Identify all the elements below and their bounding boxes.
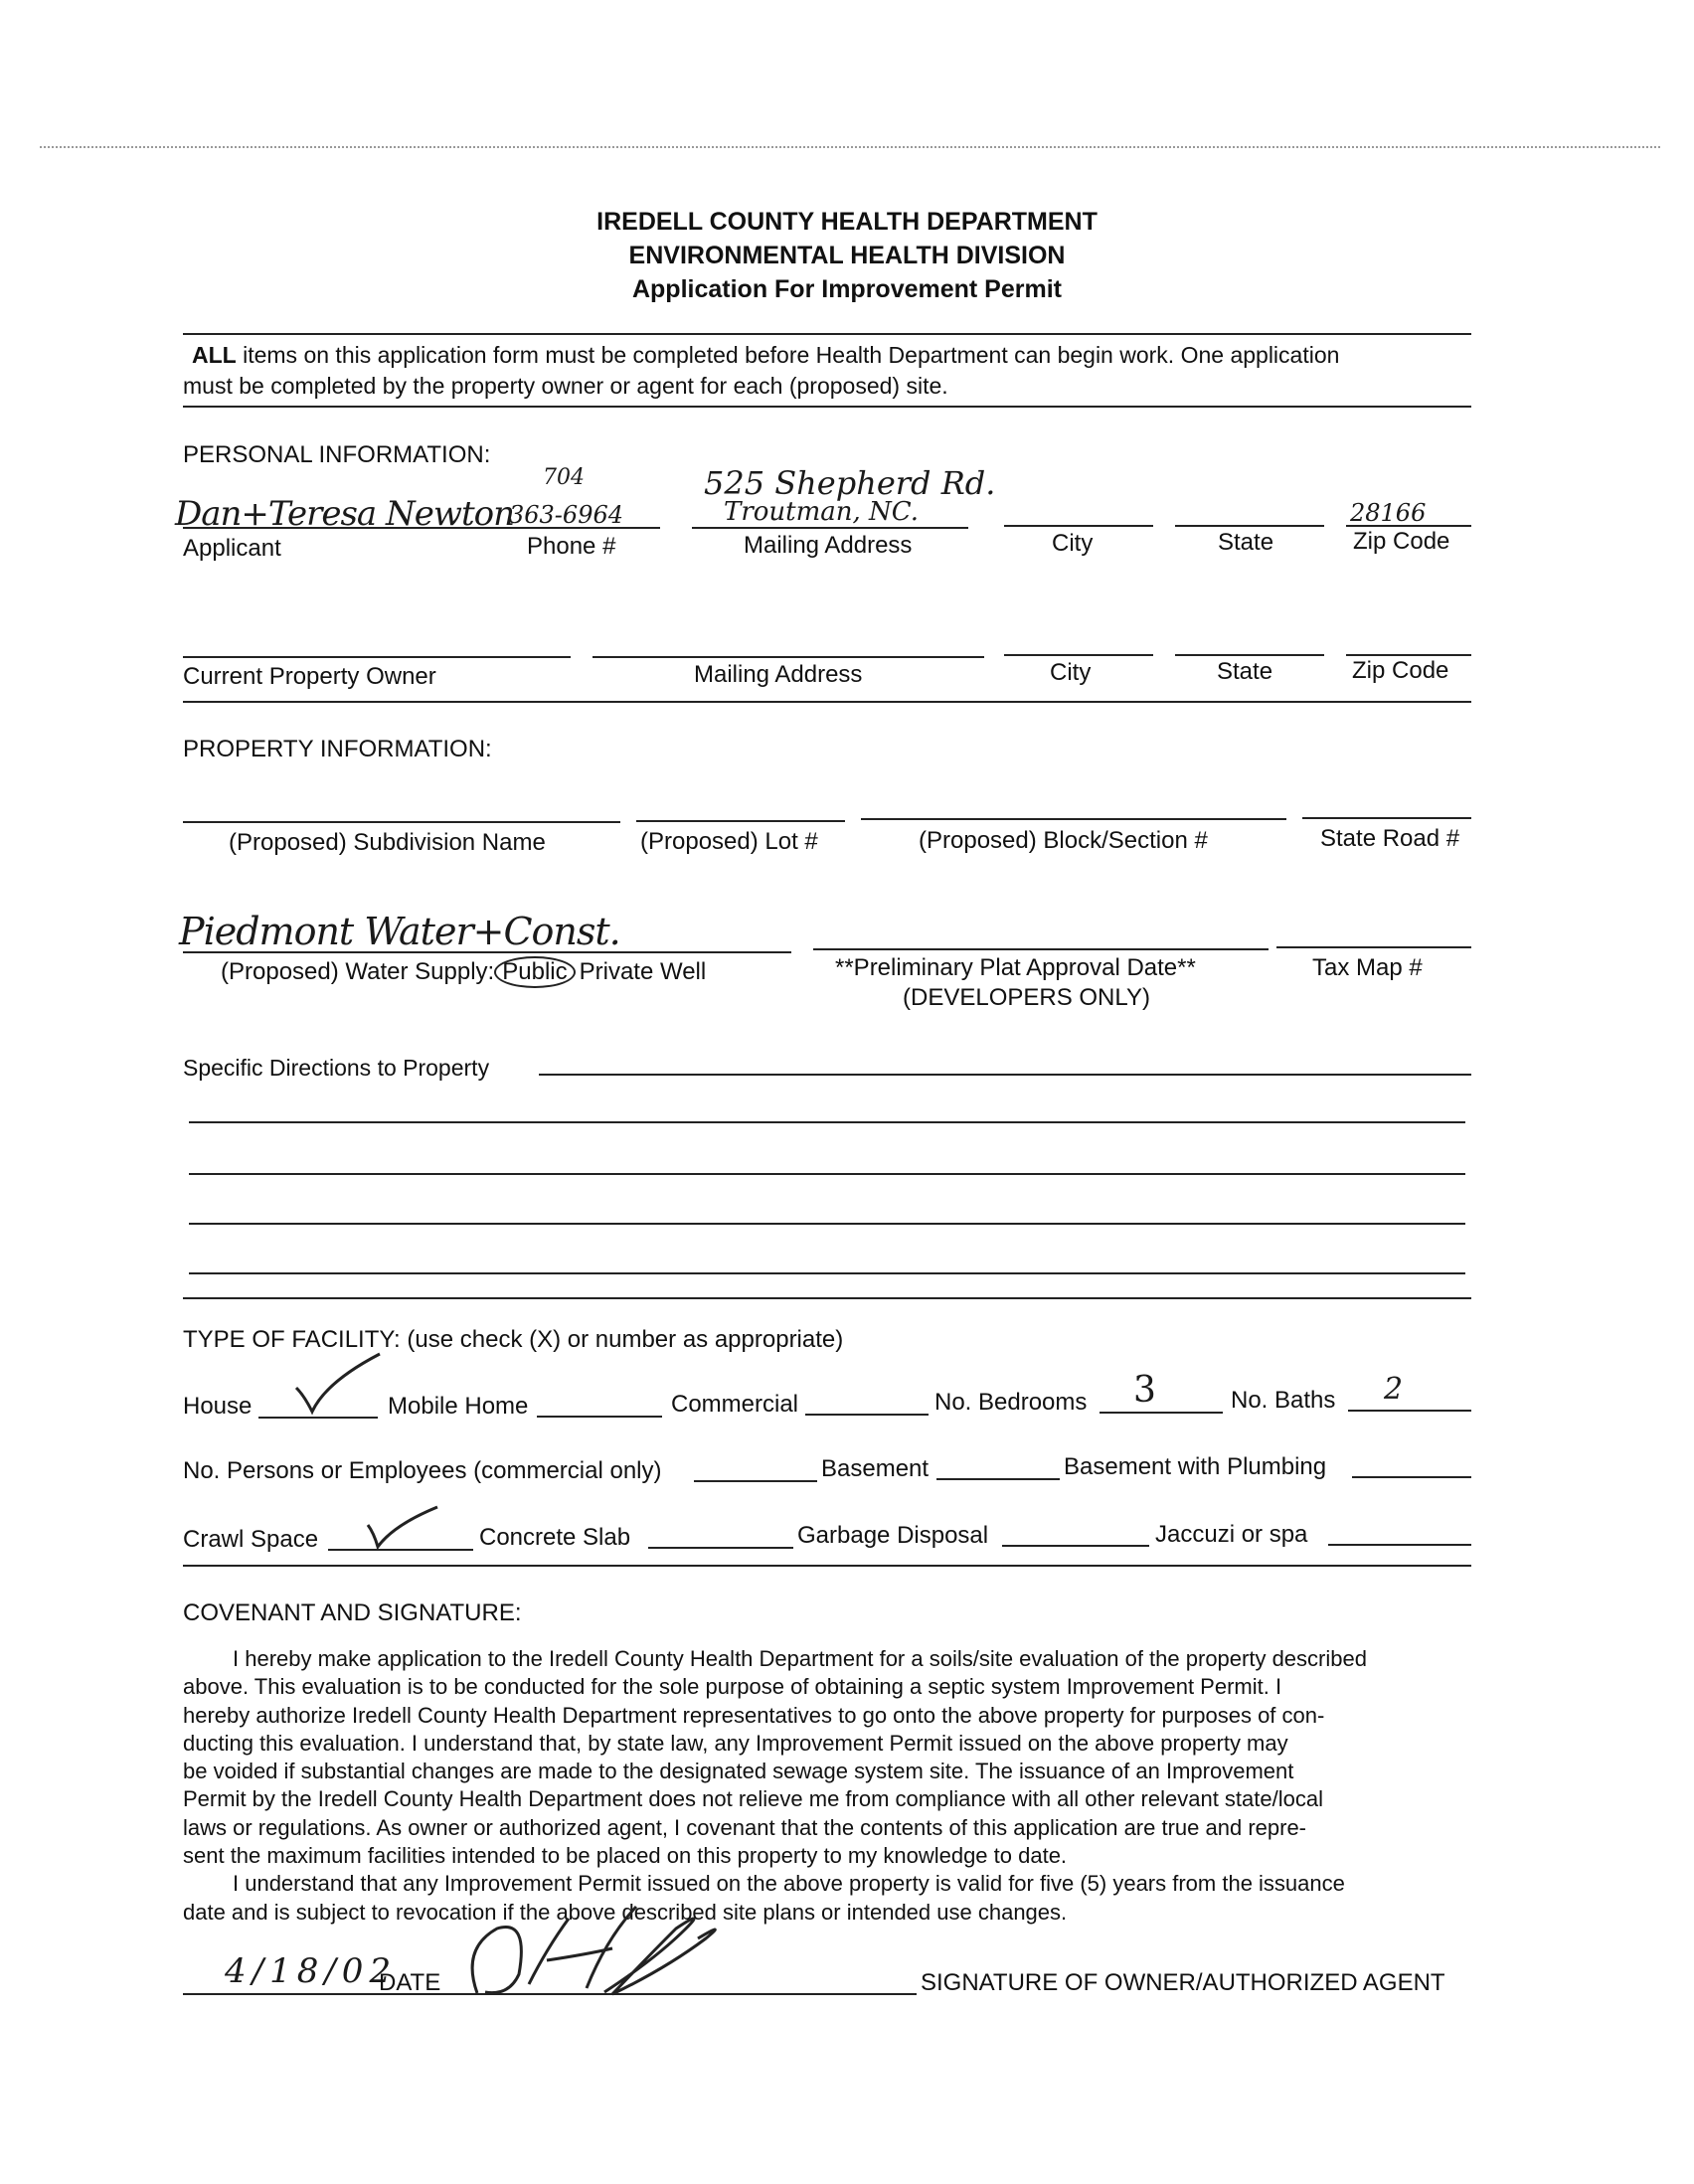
lot-line[interactable] xyxy=(636,820,845,822)
owner-city-line[interactable] xyxy=(1004,654,1153,656)
applicant-label: Applicant xyxy=(183,535,281,562)
owner-mailing-line[interactable] xyxy=(593,656,984,658)
persons-line[interactable] xyxy=(694,1480,817,1482)
mailing-address-line[interactable] xyxy=(692,527,968,529)
phone-label: Phone # xyxy=(527,533,616,560)
owner-zip-line[interactable] xyxy=(1346,654,1471,656)
handwritten-applicant-name: Dan+Teresa Newton xyxy=(175,494,514,534)
state-label: State xyxy=(1218,529,1274,556)
plat-approval-label: **Preliminary Plat Approval Date** xyxy=(835,954,1196,981)
road-label: State Road # xyxy=(1320,825,1460,852)
header-division: ENVIRONMENTAL HEALTH DIVISION xyxy=(628,242,1066,269)
zip-label: Zip Code xyxy=(1353,528,1450,555)
facility-heading: TYPE OF FACILITY: (use check (X) or number as appropriate) xyxy=(183,1326,844,1353)
handwritten-bedrooms: 3 xyxy=(1133,1370,1156,1411)
signature-label: SIGNATURE OF OWNER/AUTHORIZED AGENT xyxy=(921,1969,1445,1996)
public-option-circled[interactable]: Public xyxy=(494,956,575,988)
house-label: House xyxy=(183,1393,253,1420)
tax-map-label: Tax Map # xyxy=(1312,954,1423,981)
basement-plumbing-label: Basement with Plumbing xyxy=(1064,1453,1327,1480)
concrete-slab-label: Concrete Slab xyxy=(479,1524,631,1551)
block-line[interactable] xyxy=(861,818,1286,820)
handwritten-area-code: 704 xyxy=(543,465,585,490)
subdivision-line[interactable] xyxy=(183,821,620,823)
directions-label: Specific Directions to Property xyxy=(183,1055,490,1081)
signature-scribble xyxy=(437,1889,756,2008)
owner-label: Current Property Owner xyxy=(183,663,436,690)
baths-line[interactable] xyxy=(1348,1410,1471,1412)
crawl-space-label: Crawl Space xyxy=(183,1526,319,1553)
handwritten-date: 4/18/02 xyxy=(225,1951,398,1991)
scan-artifact-dotted-line xyxy=(40,146,1660,148)
covenant-heading: COVENANT AND SIGNATURE: xyxy=(183,1599,522,1626)
handwritten-zip: 28166 xyxy=(1350,499,1427,527)
directions-line-1[interactable] xyxy=(539,1074,1471,1076)
house-checkmark-icon xyxy=(290,1348,390,1418)
crawl-space-checkmark-icon xyxy=(364,1503,443,1553)
bedrooms-line[interactable] xyxy=(1100,1412,1223,1414)
road-line[interactable] xyxy=(1302,817,1471,819)
baths-label: No. Baths xyxy=(1231,1387,1336,1414)
directions-line-2[interactable] xyxy=(189,1121,1465,1123)
jacuzzi-label: Jaccuzi or spa xyxy=(1155,1521,1308,1548)
divider xyxy=(183,406,1471,408)
handwritten-water-supply: Piedmont Water+Const. xyxy=(179,910,620,953)
state-line[interactable] xyxy=(1175,525,1324,527)
handwritten-address-line1: 525 Shepherd Rd. xyxy=(704,464,996,502)
divider xyxy=(183,701,1471,703)
water-supply-label: (Proposed) Water Supply: Public Private Well xyxy=(221,960,706,988)
city-label: City xyxy=(1052,530,1094,557)
block-label: (Proposed) Block/Section # xyxy=(919,827,1208,854)
owner-city-label: City xyxy=(1050,659,1092,686)
directions-line-5[interactable] xyxy=(189,1272,1465,1274)
lot-label: (Proposed) Lot # xyxy=(640,828,818,855)
city-line[interactable] xyxy=(1004,525,1153,527)
directions-line-3[interactable] xyxy=(189,1173,1465,1175)
header-subtitle: Application For Improvement Permit xyxy=(631,275,1062,303)
handwritten-address-line2: Troutman, NC. xyxy=(724,497,920,527)
bedrooms-label: No. Bedrooms xyxy=(934,1389,1088,1416)
garbage-disposal-line[interactable] xyxy=(1002,1545,1149,1547)
water-supply-line[interactable] xyxy=(183,951,791,953)
commercial-label: Commercial xyxy=(671,1391,799,1418)
owner-line[interactable] xyxy=(183,656,571,658)
commercial-line[interactable] xyxy=(805,1414,929,1416)
concrete-slab-line[interactable] xyxy=(648,1547,793,1549)
date-label: DATE xyxy=(379,1969,441,1996)
owner-state-line[interactable] xyxy=(1175,654,1324,656)
plat-approval-sub: (DEVELOPERS ONLY) xyxy=(903,984,1150,1011)
zip-line[interactable] xyxy=(1346,525,1471,527)
divider xyxy=(183,333,1471,335)
basement-line[interactable] xyxy=(936,1478,1060,1480)
basement-plumbing-line[interactable] xyxy=(1352,1476,1471,1478)
handwritten-baths: 2 xyxy=(1384,1372,1404,1407)
basement-label: Basement xyxy=(821,1455,930,1482)
subdivision-label: (Proposed) Subdivision Name xyxy=(229,829,546,856)
owner-zip-label: Zip Code xyxy=(1352,657,1449,684)
persons-label: No. Persons or Employees (commercial only) xyxy=(183,1457,662,1484)
plat-date-line[interactable] xyxy=(813,948,1269,950)
mobile-home-line[interactable] xyxy=(537,1416,662,1418)
jacuzzi-line[interactable] xyxy=(1328,1544,1471,1546)
section-heading-property: PROPERTY INFORMATION: xyxy=(183,736,492,762)
mobile-home-label: Mobile Home xyxy=(388,1393,529,1420)
tax-map-line[interactable] xyxy=(1276,946,1471,948)
divider xyxy=(183,1297,1471,1299)
directions-line-4[interactable] xyxy=(189,1223,1465,1225)
covenant-text: I hereby make application to the Iredell County Health Department for a soils/site evaluation of the property described above. This evaluation is to be conducted for the sole purpose of obtaining a septic system Improvement Permit. I hereby authorize Iredell County Health Department representatives to go onto the above property for purposes of con- ducting this evaluation. I understand that, by state law, any Improvement Permit issued on the above property may be voided if substantial changes are made to the designated sewage system site. The issuance of an Improvement Permit by the Iredell County Health Department does not relieve me from compliance with all other relevant state/local laws or regulations. As owner or authorized agent, I covenant that the contents of this application are true and repre- sent the maximum facilities intended to be placed on this property to my knowledge to date. I understand that any Improvement Permit issued on the above property is valid for five (5) years from the issuance date and is subject to revocation if the above described site plans or intended use changes. xyxy=(183,1646,1367,1925)
garbage-disposal-label: Garbage Disposal xyxy=(797,1522,989,1549)
divider xyxy=(183,1565,1471,1567)
owner-state-label: State xyxy=(1217,658,1273,685)
handwritten-phone: 363-6964 xyxy=(509,501,623,529)
intro-line2: must be completed by the property owner or agent for each (proposed) site. xyxy=(183,373,948,399)
mailing-address-label: Mailing Address xyxy=(744,532,913,559)
header-title: IREDELL COUNTY HEALTH DEPARTMENT xyxy=(596,208,1098,236)
section-heading-personal: PERSONAL INFORMATION: xyxy=(183,441,491,468)
intro-line1: ALL items on this application form must be completed before Health Department can begin work. One application xyxy=(192,342,1340,368)
owner-mailing-label: Mailing Address xyxy=(694,661,863,688)
applicant-phone-line[interactable] xyxy=(183,527,660,529)
